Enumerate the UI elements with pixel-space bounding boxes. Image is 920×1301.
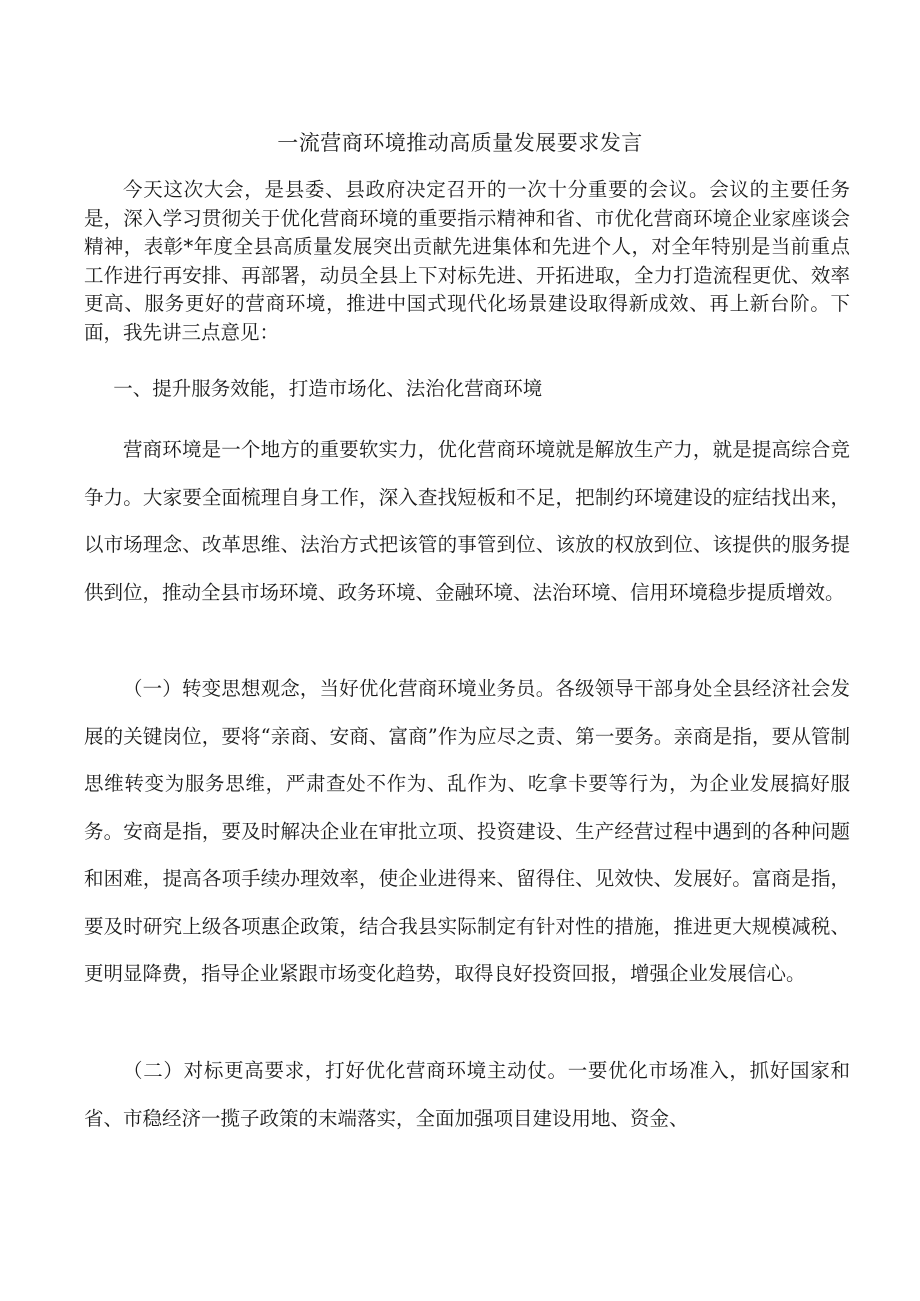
intro-paragraph: 今天这次大会，是县委、县政府决定召开的一次十分重要的会议。会议的主要任务是，深入学习贯彻关于优化营商环境的重要指示精神和省、市优化营商环境企业家座谈会精神，表彰*年度全县高质量发展突出贡献先进集体和先进个人，对全年特别是当前重点工作进行再安排、再部署，动员全县上下对标先进、开拓进取，全力打造流程更优、效率更高、服务更好的营商环境，推进中国式现代化场景建设取得新成效、再上新台阶。下面，我先讲三点意见： bbox=[84, 178, 850, 344]
body-paragraph-1: 营商环境是一个地方的重要软实力，优化营商环境就是解放生产力，就是提高综合竞争力。大家要全面梳理自身工作，深入查找短板和不足，把制约环境建设的症结找出来，以市场理念、改革思维、法治方式把该管的事管到位、该放的权放到位、该提供的服务提供到位，推动全县市场环境、政务环境、金融环境、法治环境、信用环境稳步提质增效。 bbox=[84, 438, 850, 604]
body-paragraph-2: （一）转变思想观念，当好优化营商环境业务员。各级领导干部身处全县经济社会发展的关键岗位，要将“亲商、安商、富商”作为应尽之责、第一要务。亲商是指，要从管制思维转变为服务思维，严肃查处不作为、乱作为、吃拿卡要等行为，为企业发展搞好服务。安商是指，要及时解决企业在审批立项、投资建设、生产经营过程中遇到的各种问题和困难，提高各项手续办理效率，使企业进得来、留得住、见效快、发展好。富商是指，要及时研究上级各项惠企政策，结合我县实际制定有针对性的措施，推进更大规模减税、更明显降费，指导企业紧跟市场变化趋势，取得良好投资回报，增强企业发展信心。 bbox=[84, 677, 850, 985]
document-title: 一流营商环境推动高质量发展要求发言 bbox=[277, 131, 643, 155]
body-paragraph-3: （二）对标更高要求，打好优化营商环境主动仗。一要优化市场准入，抓好国家和省、市稳经济一揽子政策的末端落实，全面加强项目建设用地、资金、 bbox=[84, 1059, 850, 1130]
section-heading: 一、提升服务效能，打造市场化、法治化营商环境 bbox=[113, 377, 543, 400]
